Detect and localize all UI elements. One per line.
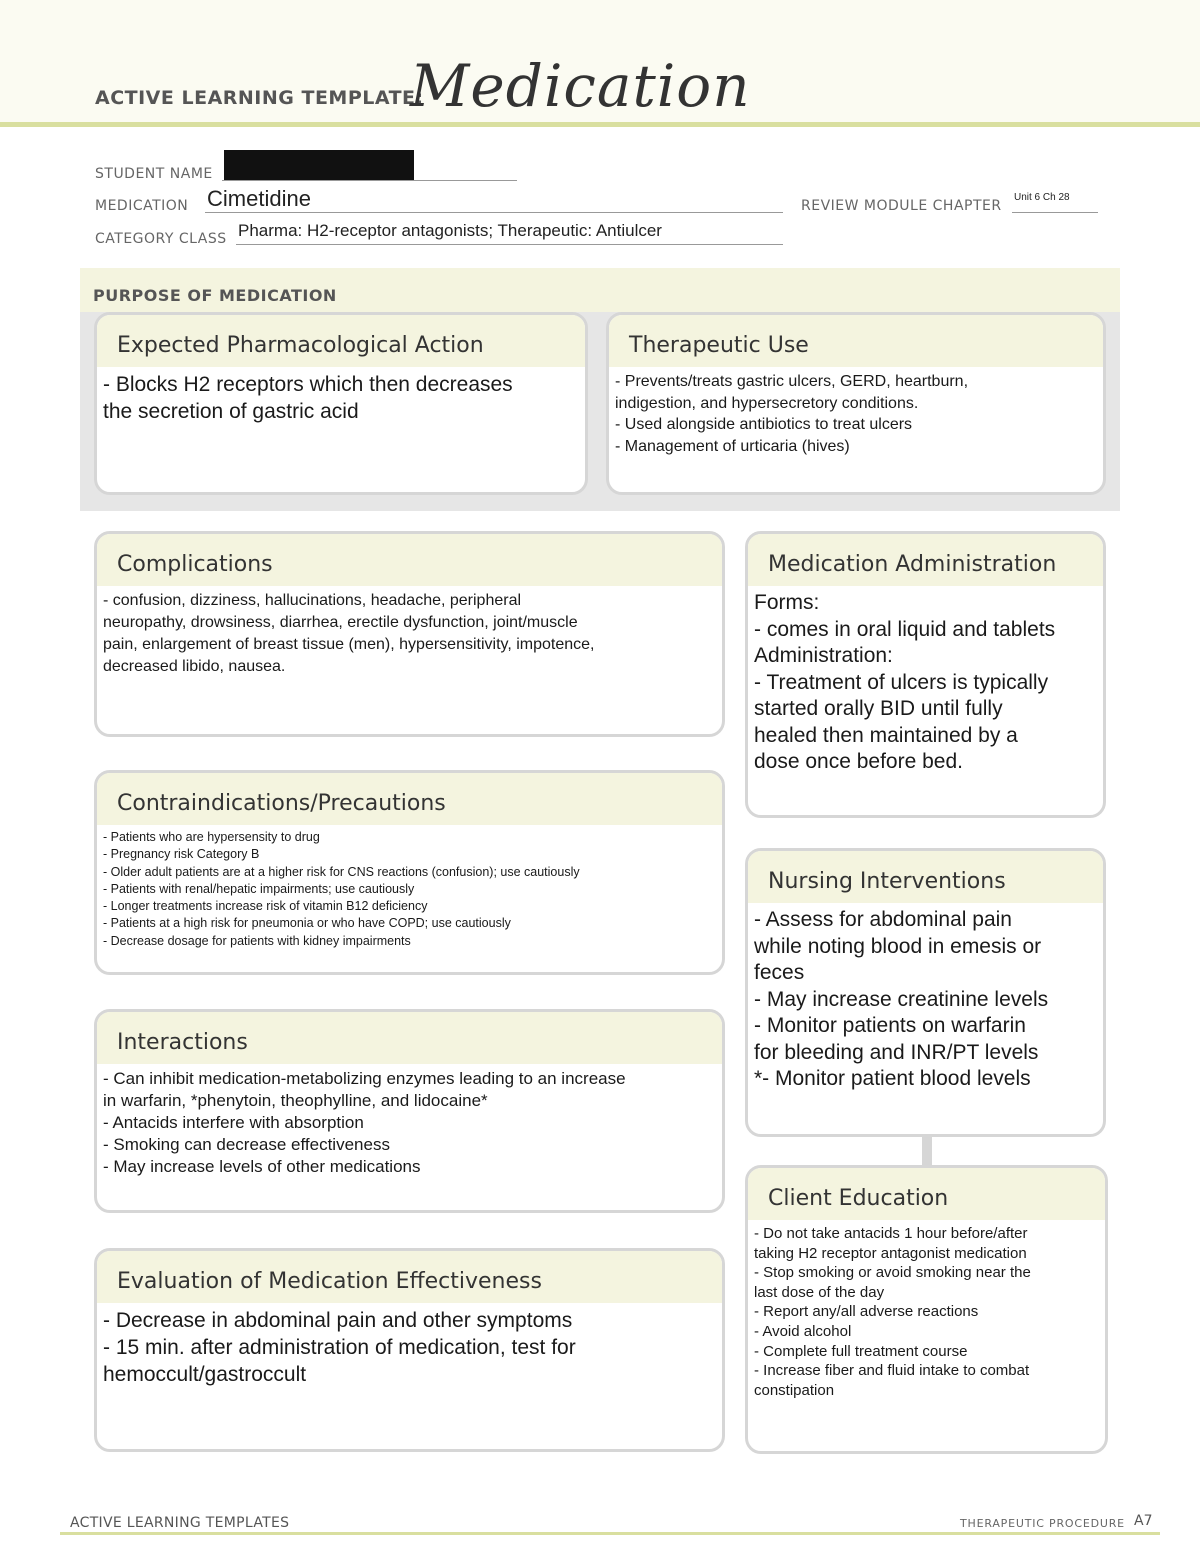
- client-education-box: [745, 1165, 1108, 1454]
- student-name-label: STUDENT NAME: [95, 166, 213, 182]
- contraindications-title: Contraindications/Precautions: [97, 773, 722, 825]
- footer-left: ACTIVE LEARNING TEMPLATES: [70, 1515, 290, 1531]
- therapeutic-use-box: [606, 312, 1106, 495]
- client-education-text[interactable]: - Do not take antacids 1 hour before/after taking H2 receptor antagonist medication - Stop smoking or avoid smoking near the last dose of the day - Report any/all adverse reactions - Avoid alcohol - Complete full treatment course - Increase fiber and fluid intake to combat constipation: [754, 1225, 1031, 1399]
- expected-action-box: [94, 312, 588, 495]
- connector-line: [922, 1135, 932, 1167]
- administration-box: [745, 531, 1106, 818]
- therapeutic-use-title: Therapeutic Use: [609, 315, 1103, 367]
- page-title: Medication: [410, 52, 751, 120]
- medication-field-line: [205, 212, 783, 213]
- expected-action-title: Expected Pharmacological Action: [97, 315, 585, 367]
- student-name-field[interactable]: [222, 180, 517, 181]
- administration-title: Medication Administration: [748, 534, 1103, 586]
- interactions-title: Interactions: [97, 1012, 722, 1064]
- complications-box: [94, 531, 725, 737]
- nursing-title: Nursing Interventions: [748, 851, 1103, 903]
- category-class-label: CATEGORY CLASS: [95, 231, 227, 247]
- footer-right: THERAPEUTIC PROCEDURE: [960, 1517, 1125, 1530]
- expected-action-text[interactable]: - Blocks H2 receptors which then decreases the secretion of gastric acid: [103, 373, 513, 423]
- evaluation-title: Evaluation of Medication Effectiveness: [97, 1251, 722, 1303]
- review-module-label: REVIEW MODULE CHAPTER: [801, 198, 1002, 214]
- interactions-text[interactable]: - Can inhibit medication-metabolizing enzymes leading to an increase in warfarin, *phenytoin, theophylline, and lidocaine* - Antacids interfere with absorption - Smoking can decrease effectiveness - May increase levels of other medications: [103, 1069, 626, 1176]
- complications-title: Complications: [97, 534, 722, 586]
- redaction-bar: [224, 150, 414, 180]
- header-rule: [0, 122, 1200, 127]
- footer-rule: [60, 1532, 1160, 1535]
- complications-text[interactable]: - confusion, dizziness, hallucinations, headache, peripheral neuropathy, drowsiness, diarrhea, erectile dysfunction, joint/muscle pain, enlargement of breast tissue (men), hypersensitivity, impotence, decreased libido, nausea.: [103, 592, 595, 675]
- review-module-field-line: [1012, 212, 1098, 213]
- evaluation-box: [94, 1248, 725, 1452]
- review-module-field[interactable]: Unit 6 Ch 28: [1014, 192, 1070, 203]
- medication-field[interactable]: Cimetidine: [207, 186, 311, 211]
- evaluation-text[interactable]: - Decrease in abdominal pain and other symptoms - 15 min. after administration of medication, test for hemoccult/gastroccult: [103, 1309, 576, 1386]
- category-class-field-line: [236, 244, 783, 245]
- template-label: ACTIVE LEARNING TEMPLATE:: [95, 87, 424, 109]
- contraindications-text[interactable]: - Patients who are hypersensity to drug - Pregnancy risk Category B - Older adult patients are at a higher risk for CNS reactions (confusion); use cautiously - Patients with renal/hepatic impairments; use cautiously - Longer treatments increase risk of vitamin B12 deficiency - Patients at a high risk for pneumonia or who have COPD; use cautiously - Decrease dosage for patients with kidney impairments: [103, 830, 580, 948]
- purpose-title: PURPOSE OF MEDICATION: [93, 286, 337, 305]
- category-class-field[interactable]: Pharma: H2-receptor antagonists; Therapeutic: Antiulcer: [238, 221, 662, 240]
- administration-text[interactable]: Forms: - comes in oral liquid and tablets Administration: - Treatment of ulcers is typically started orally BID until fully healed then maintained by a dose once before bed.: [754, 591, 1056, 773]
- medication-label: MEDICATION: [95, 198, 189, 214]
- contraindications-box: [94, 770, 725, 975]
- nursing-box: [745, 848, 1106, 1137]
- therapeutic-use-text[interactable]: - Prevents/treats gastric ulcers, GERD, heartburn, indigestion, and hypersecretory conditions. - Used alongside antibiotics to treat ulcers - Management of urticaria (hives): [615, 373, 969, 455]
- client-education-title: Client Education: [748, 1168, 1105, 1220]
- interactions-box: [94, 1009, 725, 1213]
- nursing-text[interactable]: - Assess for abdominal pain while noting blood in emesis or feces - May increase creatinine levels - Monitor patients on warfarin for bleeding and INR/PT levels *- Monitor patient blood levels: [754, 908, 1049, 1090]
- footer-page-number: A7: [1134, 1513, 1153, 1529]
